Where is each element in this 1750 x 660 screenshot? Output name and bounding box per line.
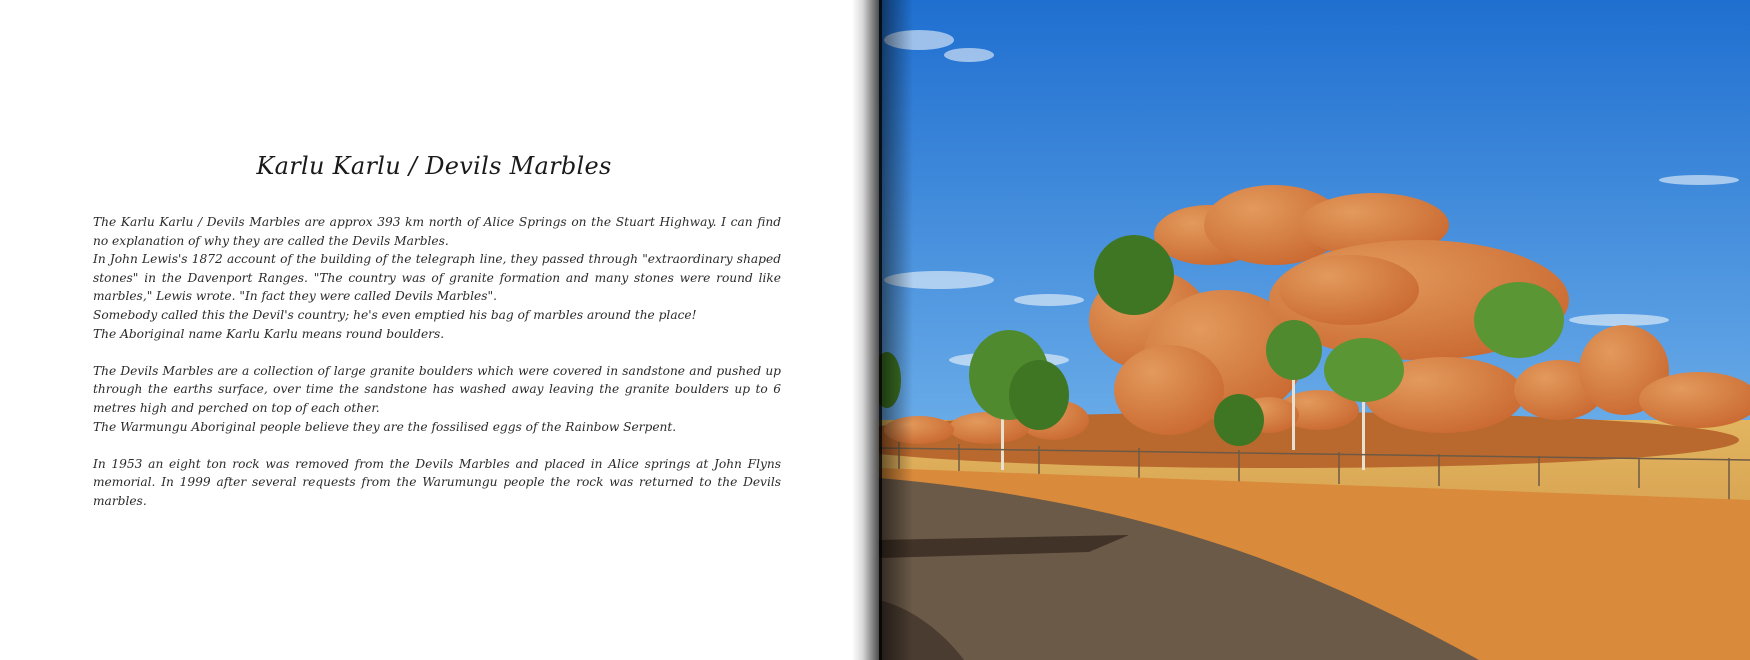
body-text (93, 213, 781, 529)
text-line: The Karlu Karlu / Devils Marbles are approx 393 km north of Alice Springs on the Stuart Highway. I can find no explanation of why they are called the Devils Marbles. (93, 215, 781, 248)
paragraph-2 (93, 362, 781, 436)
text-line: The Aboriginal name Karlu Karlu means round boulders. (93, 326, 445, 341)
devils-marbles-photo (879, 0, 1750, 660)
text-line: The Warmungu Aboriginal people believe they are the fossilised eggs of the Rainbow Serpent. (93, 419, 677, 434)
photo-page (879, 0, 1750, 660)
text-line: In John Lewis's 1872 account of the building of the telegraph line, they passed through "extraordinary shaped stones" in the Davenport Ranges. "The country was of granite formation and many stones were round like marbles," Lewis wrote. "In fact they were called Devils Marbles". (93, 252, 781, 304)
text-page (0, 0, 868, 660)
text-line: The Devils Marbles are a collection of large granite boulders which were covered in sandstone and pushed up through the earths surface, over time the sandstone has washed away leaving the granite boulders up to 6 metres high and perched on top of each other. (93, 363, 781, 415)
paragraph-1 (93, 213, 781, 343)
book-gutter-shadow (852, 0, 882, 660)
page-title: Karlu Karlu / Devils Marbles (256, 152, 612, 180)
text-line: In 1953 an eight ton rock was removed from the Devils Marbles and placed in Alice springs at John Flyns memorial. In 1999 after several requests from the Warumungu people the rock was returned to the Devils marbles. (93, 456, 781, 508)
paragraph-3 (93, 455, 781, 511)
text-line: Somebody called this the Devil's country; he's even emptied his bag of marbles around the place! (93, 307, 697, 322)
